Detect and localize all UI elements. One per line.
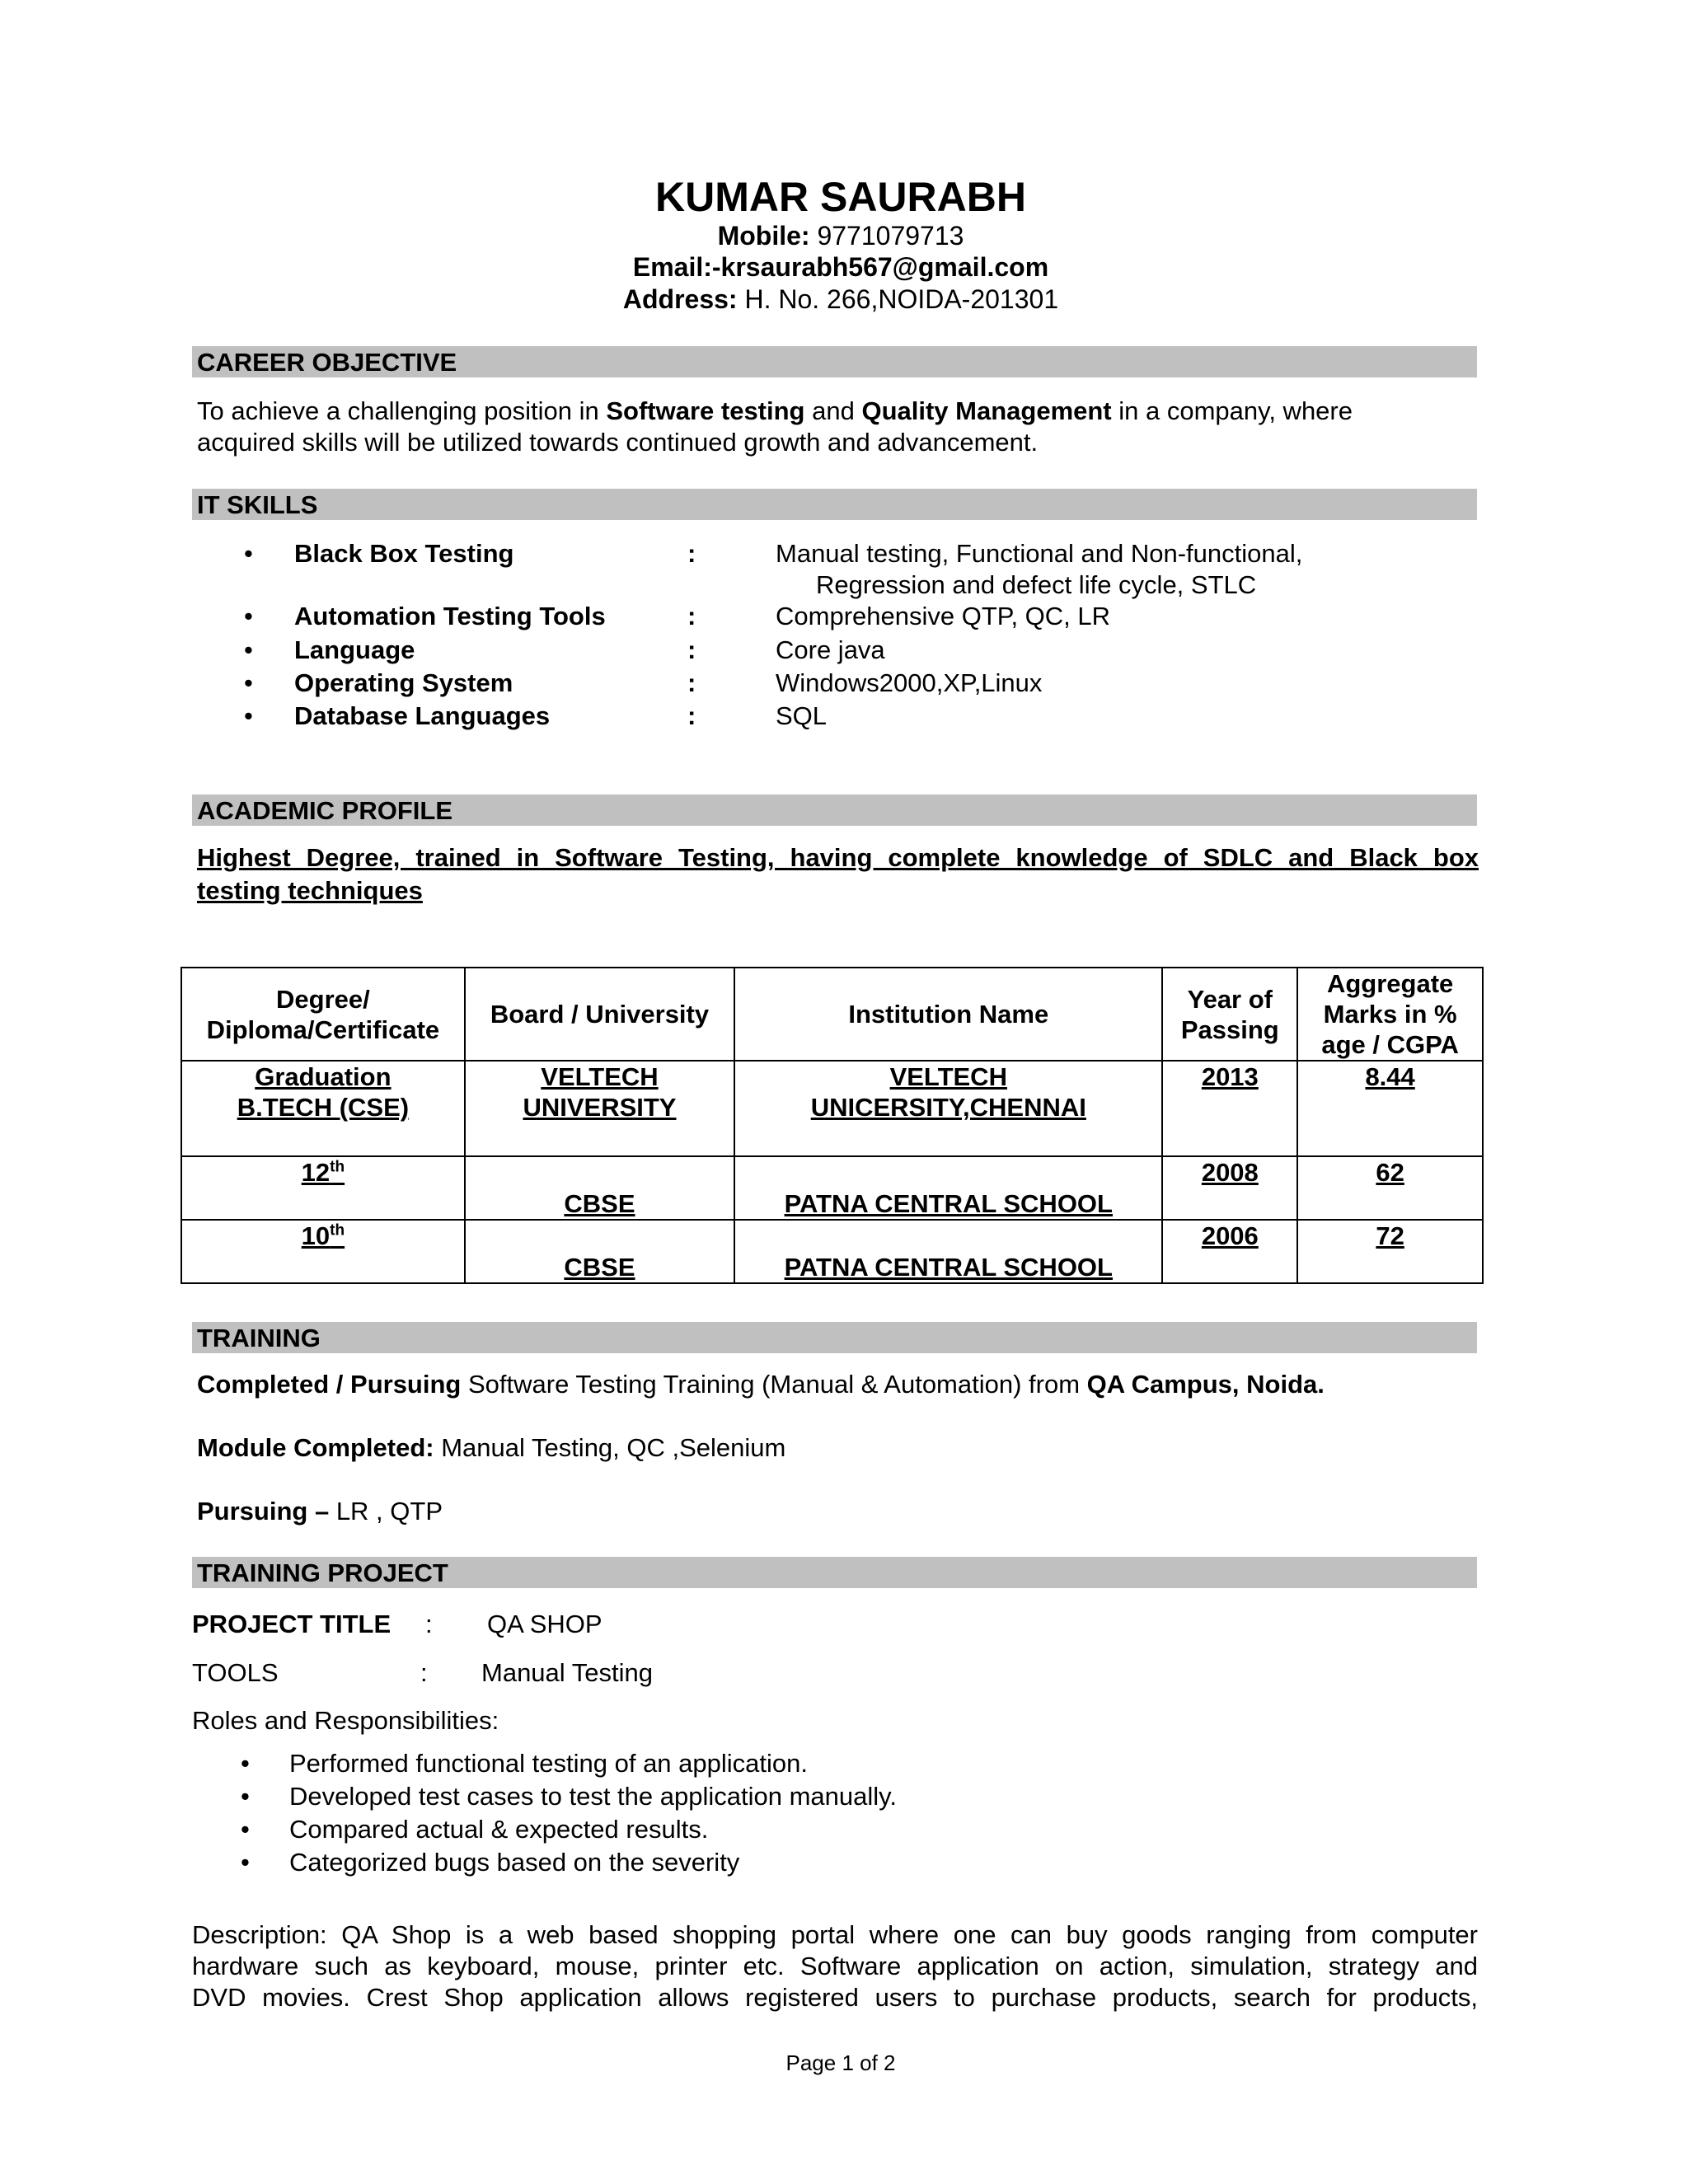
header-year-line-2: Passing — [1180, 1015, 1279, 1044]
project-title-label: PROJECT TITLE — [192, 1610, 392, 1638]
skill-separator: : — [687, 602, 696, 630]
description-line-1: Description: QA Shop is a web based shopping portal where one can buy goods ranging from computer — [192, 1920, 1478, 1949]
skill-row — [0, 602, 1681, 635]
training-line-1 — [197, 1369, 1479, 1400]
project-title-separator: : — [425, 1610, 433, 1638]
cell-degree-line-1: Graduation — [255, 1062, 392, 1091]
project-tools-row — [192, 1658, 1511, 1691]
table-row — [181, 1061, 1483, 1156]
training-line-2 — [197, 1432, 1479, 1464]
header-year — [1162, 968, 1297, 1061]
cell-marks: 72 — [1297, 1220, 1483, 1283]
mobile-label: Mobile: — [717, 221, 810, 251]
cell-degree-number: 12 — [301, 1158, 331, 1187]
skill-value: Windows2000,XP,Linux — [776, 668, 1043, 697]
bullet: • — [244, 635, 253, 664]
career-objective-text — [197, 396, 1479, 458]
academic-profile-heading: ACADEMIC PROFILE — [192, 794, 1477, 826]
cell-board-line-1: VELTECH — [541, 1062, 659, 1091]
education-table — [181, 967, 1484, 1284]
training-heading: TRAINING — [192, 1322, 1477, 1353]
training-description: Software Testing Training (Manual & Automation) from — [461, 1370, 1087, 1399]
address-line — [0, 284, 1681, 315]
skill-row — [0, 539, 1681, 572]
list-item — [0, 1782, 1681, 1815]
description-line-2: hardware such as keyboard, mouse, printer etc. Software application on action, simulation, strategy and — [192, 1952, 1478, 1980]
skill-label: Automation Testing Tools — [294, 602, 606, 630]
cell-institution — [734, 1061, 1162, 1156]
header-marks-line-1: Aggregate — [1326, 969, 1454, 998]
role-text: Developed test cases to test the application manually. — [289, 1782, 897, 1811]
bullet: • — [241, 1815, 250, 1844]
skill-value: Core java — [776, 635, 885, 664]
skill-separator: : — [687, 635, 696, 664]
role-text: Performed functional testing of an application. — [289, 1749, 808, 1778]
bullet: • — [241, 1782, 250, 1811]
training-project-heading: TRAINING PROJECT — [192, 1557, 1477, 1588]
cell-degree-suffix: th — [330, 1158, 345, 1176]
training-line-3 — [197, 1496, 1479, 1527]
cell-marks: 62 — [1297, 1156, 1483, 1220]
career-text-2: and — [804, 396, 862, 425]
mobile-line — [0, 221, 1681, 251]
page-number: Page 1 of 2 — [785, 2050, 896, 2075]
bullet: • — [241, 1848, 250, 1877]
cell-institution: PATNA CENTRAL SCHOOL — [734, 1156, 1162, 1220]
project-title-value: QA SHOP — [487, 1610, 603, 1638]
academic-summary-line-2: testing techniques — [197, 876, 423, 905]
role-text: Categorized bugs based on the severity — [289, 1848, 740, 1877]
header-board: Board / University — [465, 968, 734, 1061]
skill-separator: : — [687, 668, 696, 697]
header-marks-line-3: age / CGPA — [1321, 1030, 1459, 1059]
skill-separator: : — [687, 701, 696, 730]
roles-label: Roles and Responsibilities: — [192, 1706, 499, 1735]
education-table-header-row — [181, 968, 1483, 1061]
training-institute: QA Campus, Noida. — [1086, 1370, 1325, 1399]
modules-completed-label: Module Completed: — [197, 1433, 434, 1462]
mobile-number: 9771079713 — [817, 221, 964, 251]
header-degree-line-2: Diploma/Certificate — [206, 1015, 440, 1044]
academic-summary — [197, 841, 1479, 907]
cell-marks: 8.44 — [1297, 1061, 1483, 1156]
list-item — [0, 1848, 1681, 1881]
project-tools-separator: : — [420, 1658, 428, 1687]
skill-label: Database Languages — [294, 701, 551, 730]
skill-label: Language — [294, 635, 415, 664]
header-institution: Institution Name — [734, 968, 1162, 1061]
cell-board: CBSE — [465, 1156, 734, 1220]
pursuing-value: LR , QTP — [335, 1497, 443, 1526]
table-row — [181, 1156, 1483, 1220]
pursuing-dash: – — [307, 1497, 336, 1526]
header-marks-line-2: Marks in % — [1323, 1000, 1457, 1029]
bullet: • — [244, 602, 253, 630]
cell-degree-suffix: th — [330, 1221, 345, 1240]
career-bold-1: Software testing — [606, 396, 805, 425]
bullet: • — [244, 539, 253, 568]
header-marks — [1297, 968, 1483, 1061]
cell-institution-line-1: VELTECH — [889, 1062, 1007, 1091]
cell-institution-line-2: UNICERSITY,CHENNAI — [810, 1093, 1086, 1122]
cell-year: 2006 — [1162, 1220, 1297, 1283]
list-item — [0, 1815, 1681, 1848]
academic-summary-line-1: Highest Degree, trained in Software Testing, having complete knowledge of SDLC and Black box — [197, 843, 1479, 872]
cell-institution: PATNA CENTRAL SCHOOL — [734, 1220, 1162, 1283]
header-degree — [181, 968, 465, 1061]
cell-year: 2013 — [1162, 1061, 1297, 1156]
list-item — [0, 1749, 1681, 1782]
candidate-name: KUMAR SAURABH — [655, 174, 1026, 220]
skill-label: Operating System — [294, 668, 513, 697]
cell-degree-line-2: B.TECH (CSE) — [237, 1093, 410, 1122]
skill-value: Manual testing, Functional and Non-functional, — [776, 539, 1303, 568]
pursuing-label: Pursuing — [197, 1497, 308, 1526]
cell-degree — [181, 1061, 465, 1156]
modules-completed-value: Manual Testing, QC ,Selenium — [434, 1433, 786, 1462]
cell-degree — [181, 1220, 465, 1283]
career-text-3: in a company, where — [1111, 396, 1353, 425]
skill-row — [0, 701, 1681, 734]
address-label: Address: — [622, 284, 738, 314]
cell-degree — [181, 1156, 465, 1220]
description-line-3: DVD movies. Crest Shop application allows registered users to purchase products, search for products, — [192, 1983, 1478, 2012]
cell-board — [465, 1061, 734, 1156]
career-bold-2: Quality Management — [861, 396, 1112, 425]
header-degree-line-1: Degree/ — [276, 984, 370, 1014]
skill-row — [0, 635, 1681, 668]
cell-board: CBSE — [465, 1220, 734, 1283]
cell-board-line-2: UNIVERSITY — [523, 1093, 677, 1122]
career-objective-heading: CAREER OBJECTIVE — [192, 346, 1477, 377]
skill-value: Comprehensive QTP, QC, LR — [776, 602, 1111, 630]
role-text: Compared actual & expected results. — [289, 1815, 709, 1844]
career-line-2: acquired skills will be utilized towards continued growth and advancement. — [197, 428, 1039, 457]
cell-year: 2008 — [1162, 1156, 1297, 1220]
project-tools-value: Manual Testing — [481, 1658, 653, 1687]
table-row — [181, 1220, 1483, 1283]
project-title-row — [192, 1610, 1511, 1643]
cell-degree-number: 10 — [301, 1221, 331, 1250]
address-value: H. No. 266,NOIDA-201301 — [744, 284, 1059, 314]
skill-separator: : — [687, 539, 696, 568]
header-year-line-1: Year of — [1187, 984, 1273, 1014]
skill-value: SQL — [776, 701, 828, 730]
skill-label: Black Box Testing — [294, 539, 514, 568]
career-line-1 — [197, 396, 1479, 427]
project-description — [192, 1919, 1478, 2013]
skill-row — [0, 668, 1681, 701]
it-skills-heading: IT SKILLS — [192, 489, 1477, 520]
project-tools-label: TOOLS — [192, 1658, 279, 1687]
bullet: • — [244, 701, 253, 730]
bullet: • — [244, 668, 253, 697]
bullet: • — [241, 1749, 250, 1778]
training-status: Completed / Pursuing — [197, 1370, 462, 1399]
skill-value-continuation: Regression and defect life cycle, STLC — [816, 570, 1257, 599]
career-text-1: To achieve a challenging position in — [197, 396, 607, 425]
email-line: Email:-krsaurabh567@gmail.com — [632, 252, 1049, 282]
